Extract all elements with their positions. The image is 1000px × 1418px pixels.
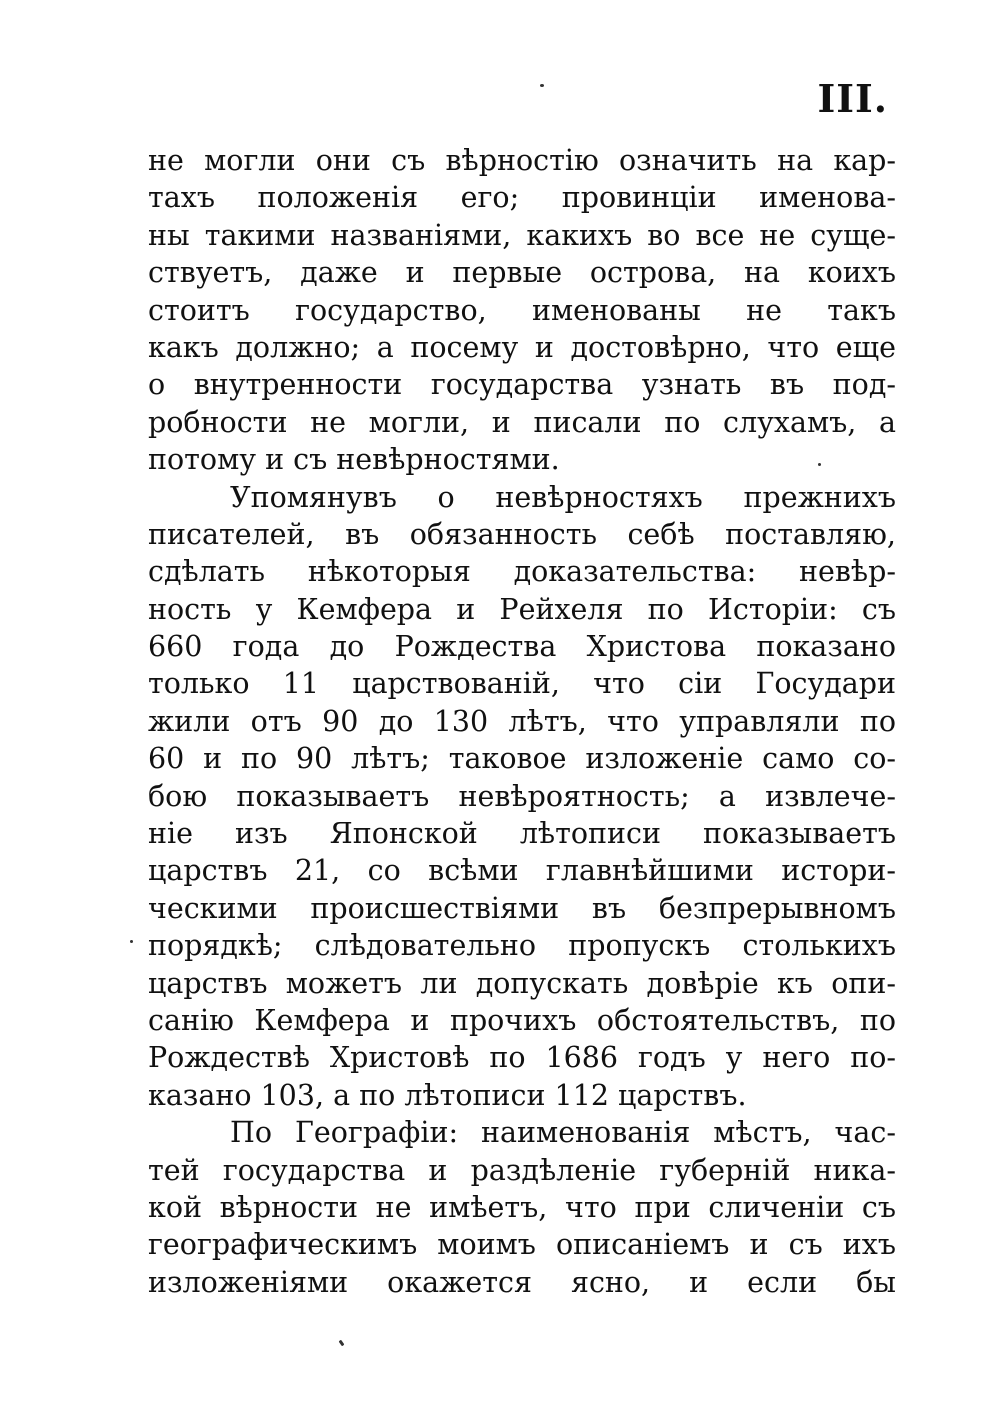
text-line: кой вѣрности не имѣетъ, что при сличеніи съ xyxy=(148,1190,896,1224)
text-line: Рождествѣ Христовѣ по 1686 годъ у него по- xyxy=(148,1041,896,1075)
text-line: 60 и по 90 лѣтъ; таковое изложеніе само со- xyxy=(148,742,896,776)
text-line: бою показываетъ невѣроятность; а извлече- xyxy=(148,779,896,813)
text-line: стоитъ государство, именованы не такъ xyxy=(148,293,896,327)
text-line: ческими происшествіями въ безпрерывномъ xyxy=(148,891,896,925)
text-line: ніе изъ Японской лѣтописи показываетъ xyxy=(148,817,896,851)
text-line: порядкѣ; слѣдовательно пропускъ столькихъ xyxy=(148,929,896,963)
text-line: ны такими названіями, какихъ во все не суще- xyxy=(148,218,896,252)
text-line: географическимъ моимъ описаніемъ и съ ихъ xyxy=(148,1228,896,1262)
text-line: писателей, въ обязанность себѣ поставляю, xyxy=(148,517,896,551)
text-line: казано 103, а по лѣтописи 112 царствъ. xyxy=(148,1078,747,1112)
scan-speck xyxy=(130,940,133,943)
body-text xyxy=(148,142,896,1301)
page-number: III. xyxy=(817,76,888,121)
text-line: Упомянувъ о невѣрностяхъ прежнихъ xyxy=(230,480,896,514)
text-line: не могли они съ вѣрностію означить на кар- xyxy=(148,144,896,177)
text-line: тахъ положенія его; провинціи именова- xyxy=(148,181,896,215)
text-line: 660 года до Рождества Христова показано xyxy=(148,630,896,664)
text-line: тей государства и раздѣленіе губерній ника- xyxy=(148,1153,896,1187)
text-line: ность у Кемфера и Рейхеля по Исторіи: съ xyxy=(148,592,896,626)
scan-speck xyxy=(818,463,821,466)
text-line: потому и съ невѣрностями. xyxy=(148,443,560,477)
text-line: какъ должно; а посему и достовѣрно, что еще xyxy=(148,330,896,364)
text-line: санію Кемфера и прочихъ обстоятельствъ, по xyxy=(148,1003,896,1037)
text-line: царствъ 21, со всѣми главнѣйшими истори- xyxy=(148,854,896,888)
text-line: По Географіи: наименованія мѣстъ, час- xyxy=(230,1116,896,1150)
text-line: ствуетъ, даже и первые острова, на коихъ xyxy=(148,256,896,290)
text-line: царствъ можетъ ли допускать довѣріе къ опи- xyxy=(148,966,896,1000)
text-line: жили отъ 90 до 130 лѣтъ, что управляли по xyxy=(148,704,896,738)
text-line: о внутренности государства узнать въ под- xyxy=(148,368,896,402)
text-line: изложеніями окажется ясно, и если бы xyxy=(148,1265,896,1299)
text-line: робности не могли, и писали по слухамъ, а xyxy=(148,405,896,439)
scan-speck xyxy=(540,84,544,87)
text-line: сдѣлать нѣкоторыя доказательства: невѣр- xyxy=(148,555,896,589)
text-line: только 11 царствованій, что сіи Государи xyxy=(148,667,896,701)
scan-speck xyxy=(339,1340,345,1347)
